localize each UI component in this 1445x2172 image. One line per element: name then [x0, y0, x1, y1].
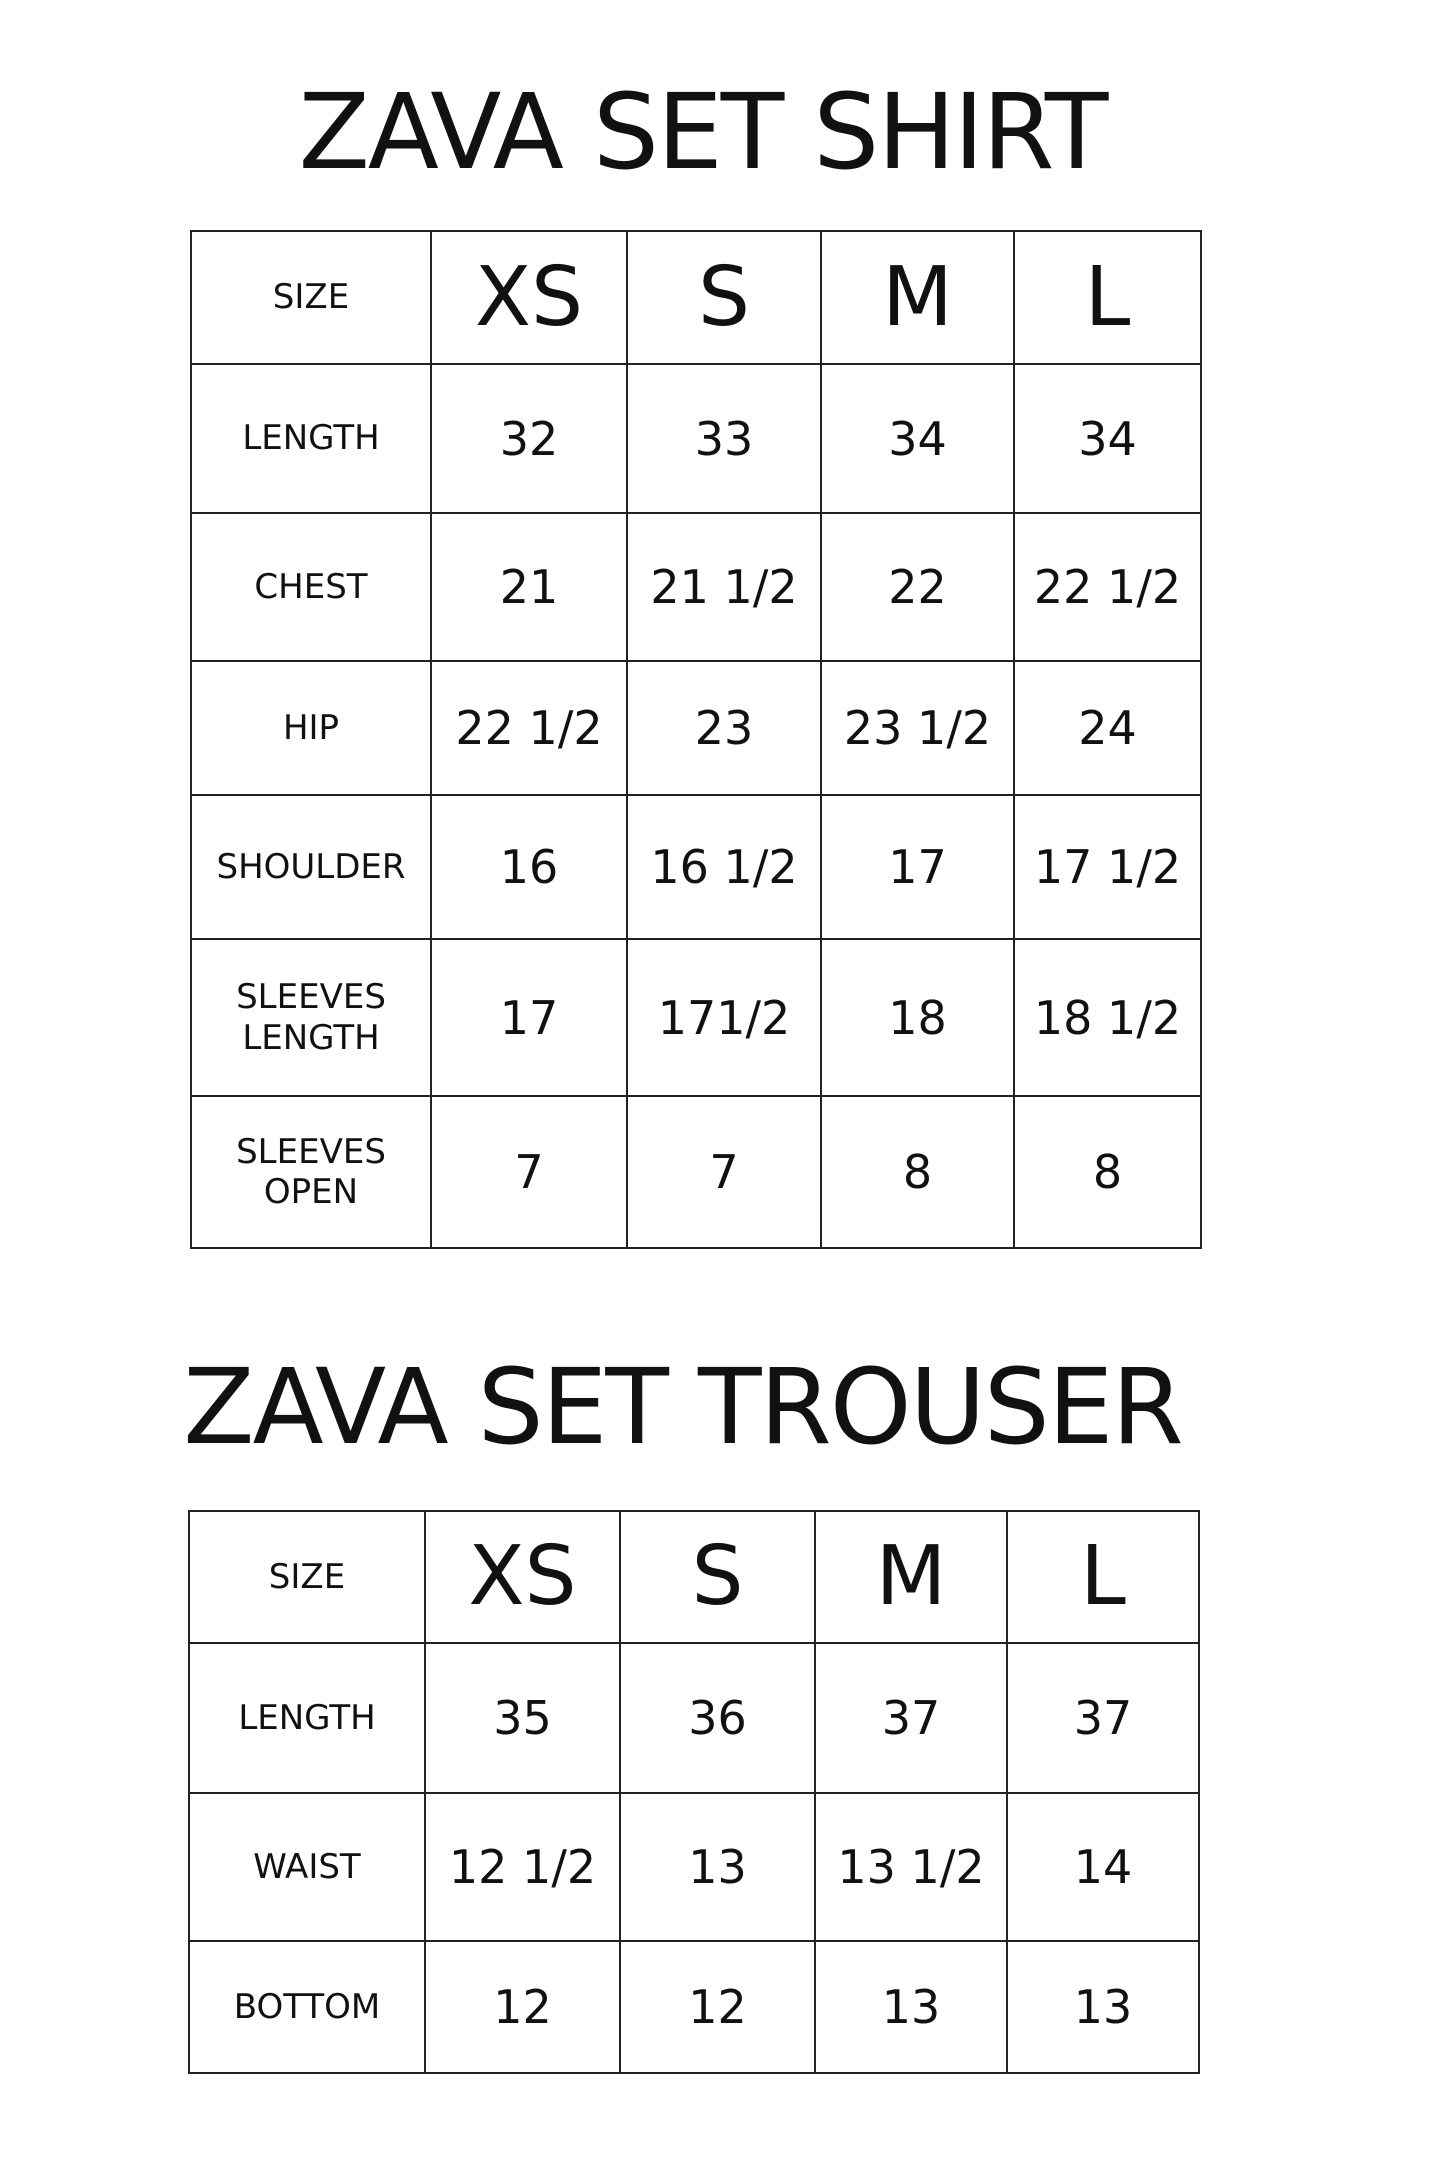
shirt-size-table: [190, 230, 1202, 1249]
trouser-cell: 12: [620, 1941, 815, 2073]
shirt-cell: 18 1/2: [1014, 939, 1201, 1096]
shirt-row-length: [191, 364, 1201, 513]
trouser-row-label: BOTTOM: [189, 1941, 425, 2073]
shirt-cell: 34: [821, 364, 1014, 513]
shirt-chart-title: ZAVA SET SHIRT: [298, 71, 1107, 193]
trouser-cell: 13: [1007, 1941, 1199, 2073]
shirt-cell: 22 1/2: [1014, 513, 1201, 661]
shirt-cell: 33: [627, 364, 821, 513]
trouser-row-waist: [189, 1793, 1199, 1941]
trouser-cell: 14: [1007, 1793, 1199, 1941]
shirt-row-label: HIP: [191, 661, 431, 795]
shirt-cell: 18: [821, 939, 1014, 1096]
trouser-size-label: SIZE: [189, 1511, 425, 1643]
shirt-row-label: CHEST: [191, 513, 431, 661]
shirt-size-s: S: [627, 231, 821, 364]
trouser-size-l: L: [1007, 1511, 1199, 1643]
trouser-cell: 35: [425, 1643, 620, 1793]
shirt-header-row: [191, 231, 1201, 364]
shirt-cell: 8: [821, 1096, 1014, 1248]
trouser-cell: 13 1/2: [815, 1793, 1007, 1941]
shirt-size-l: L: [1014, 231, 1201, 364]
trouser-cell: 13: [620, 1793, 815, 1941]
trouser-size-table: [188, 1510, 1200, 2074]
trouser-cell: 13: [815, 1941, 1007, 2073]
trouser-cell: 12 1/2: [425, 1793, 620, 1941]
shirt-row-chest: [191, 513, 1201, 661]
trouser-cell: 37: [1007, 1643, 1199, 1793]
shirt-cell: 17: [431, 939, 627, 1096]
shirt-row-label: SHOULDER: [191, 795, 431, 939]
shirt-row-sleeves-length: [191, 939, 1201, 1096]
shirt-cell: 22: [821, 513, 1014, 661]
shirt-cell: 17 1/2: [1014, 795, 1201, 939]
trouser-row-bottom: [189, 1941, 1199, 2073]
trouser-size-s: S: [620, 1511, 815, 1643]
shirt-cell: 34: [1014, 364, 1201, 513]
shirt-cell: 8: [1014, 1096, 1201, 1248]
shirt-cell: 24: [1014, 661, 1201, 795]
shirt-cell: 16: [431, 795, 627, 939]
shirt-cell: 21: [431, 513, 627, 661]
trouser-row-length: [189, 1643, 1199, 1793]
trouser-cell: 36: [620, 1643, 815, 1793]
shirt-cell: 22 1/2: [431, 661, 627, 795]
shirt-row-hip: [191, 661, 1201, 795]
shirt-cell: 171/2: [627, 939, 821, 1096]
trouser-row-label: WAIST: [189, 1793, 425, 1941]
trouser-size-xs: XS: [425, 1511, 620, 1643]
shirt-row-shoulder: [191, 795, 1201, 939]
trouser-cell: 37: [815, 1643, 1007, 1793]
trouser-header-row: [189, 1511, 1199, 1643]
shirt-size-xs: XS: [431, 231, 627, 364]
shirt-row-label: SLEEVES LENGTH: [191, 939, 431, 1096]
shirt-size-m: M: [821, 231, 1014, 364]
shirt-cell: 21 1/2: [627, 513, 821, 661]
shirt-size-label: SIZE: [191, 231, 431, 364]
shirt-cell: 7: [431, 1096, 627, 1248]
shirt-row-sleeves-open: [191, 1096, 1201, 1248]
shirt-cell: 16 1/2: [627, 795, 821, 939]
shirt-row-label: LENGTH: [191, 364, 431, 513]
shirt-cell: 32: [431, 364, 627, 513]
shirt-row-label: SLEEVES OPEN: [191, 1096, 431, 1248]
shirt-cell: 23 1/2: [821, 661, 1014, 795]
trouser-row-label: LENGTH: [189, 1643, 425, 1793]
trouser-cell: 12: [425, 1941, 620, 2073]
trouser-chart-title: ZAVA SET TROUSER: [183, 1346, 1182, 1468]
shirt-cell: 17: [821, 795, 1014, 939]
shirt-cell: 7: [627, 1096, 821, 1248]
shirt-cell: 23: [627, 661, 821, 795]
trouser-size-m: M: [815, 1511, 1007, 1643]
